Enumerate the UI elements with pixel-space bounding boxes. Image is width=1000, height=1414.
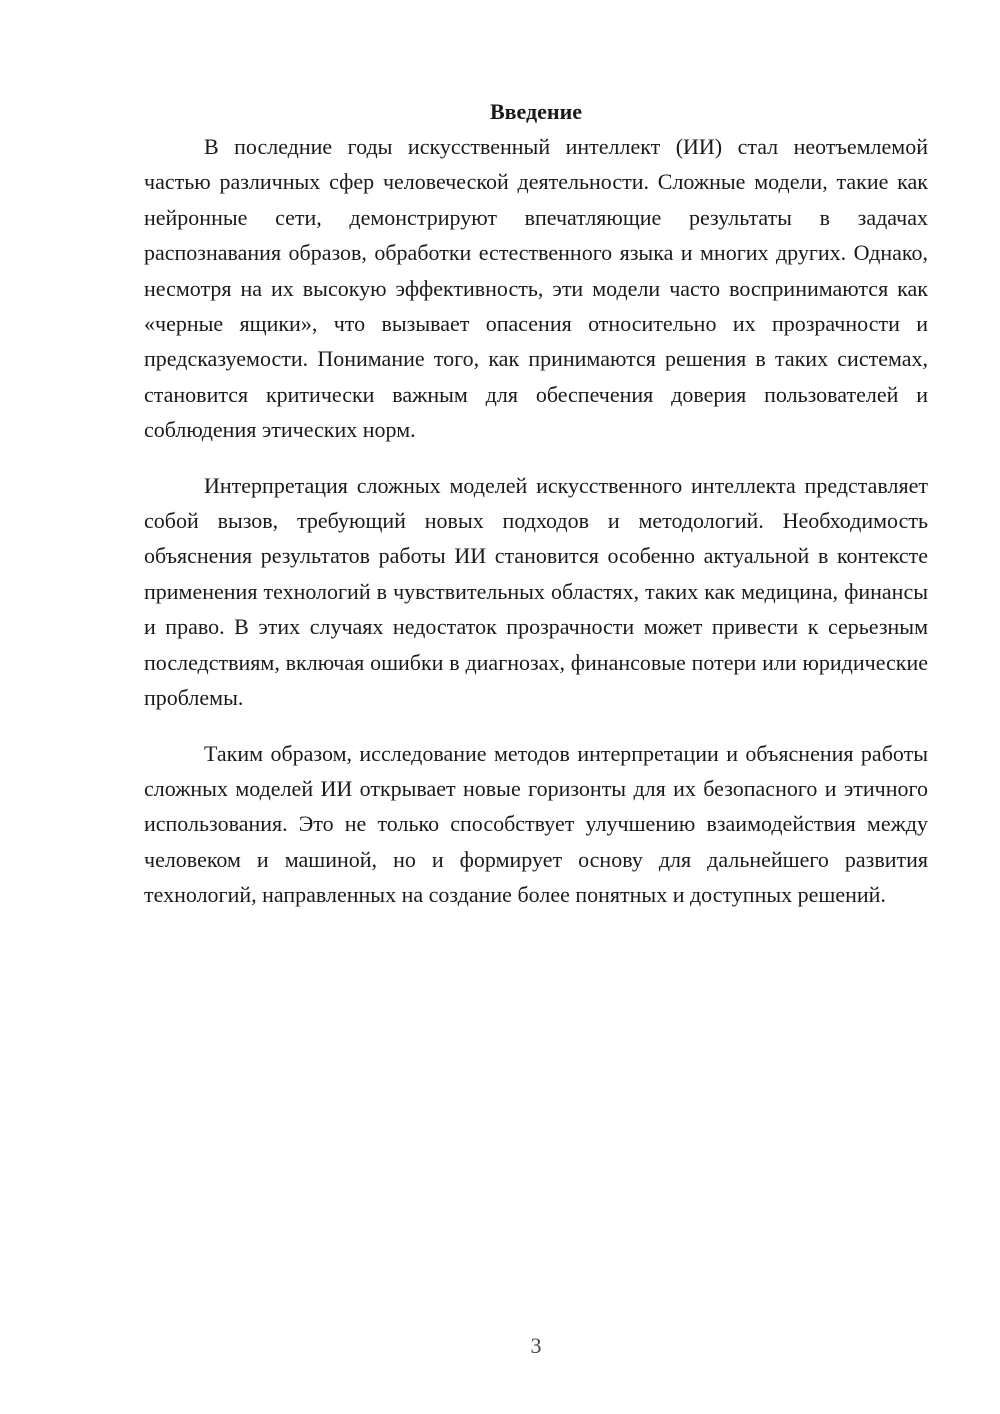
page-number: 3 xyxy=(530,1333,542,1358)
document-body xyxy=(144,94,928,933)
page-title: Введение xyxy=(489,99,583,124)
paragraph-1: В последние годы искусственный интеллект (ИИ) стал неотъемлемой частью различных сфер человеческой деятельности. Сложные модели, такие как нейронные сети, демонстрируют впечатляющие результаты в задачах распознавания образов, обработки естественного языка и многих других. Однако, несмотря на их высокую эффективность, эти модели часто воспринимаются как «черные ящики», что вызывает опасения относительно их прозрачности и предсказуемости. Понимание того, как принимаются решения в таких системах, становится критически важным для обеспечения доверия пользователей и соблюдения этических норм. xyxy=(144,134,928,443)
paragraph-3: Таким образом, исследование методов интерпретации и объяснения работы сложных моделей ИИ открывает новые горизонты для их безопасного и этичного использования. Это не только способствует улучшению взаимодействия между человеком и машиной, но и формирует основу для дальнейшего развития технологий, направленных на создание более понятных и доступных решений. xyxy=(144,740,928,908)
paragraph-2: Интерпретация сложных моделей искусственного интеллекта представляет собой вызов, требующий новых подходов и методологий. Необходимость объяснения результатов работы ИИ становится особенно актуальной в контексте применения технологий в чувствительных областях, таких как медицина, финансы и право. В этих случаях недостаток прозрачности может привести к серьезным последствиям, включая ошибки в диагнозах, финансовые потери или юридические проблемы. xyxy=(144,472,928,711)
